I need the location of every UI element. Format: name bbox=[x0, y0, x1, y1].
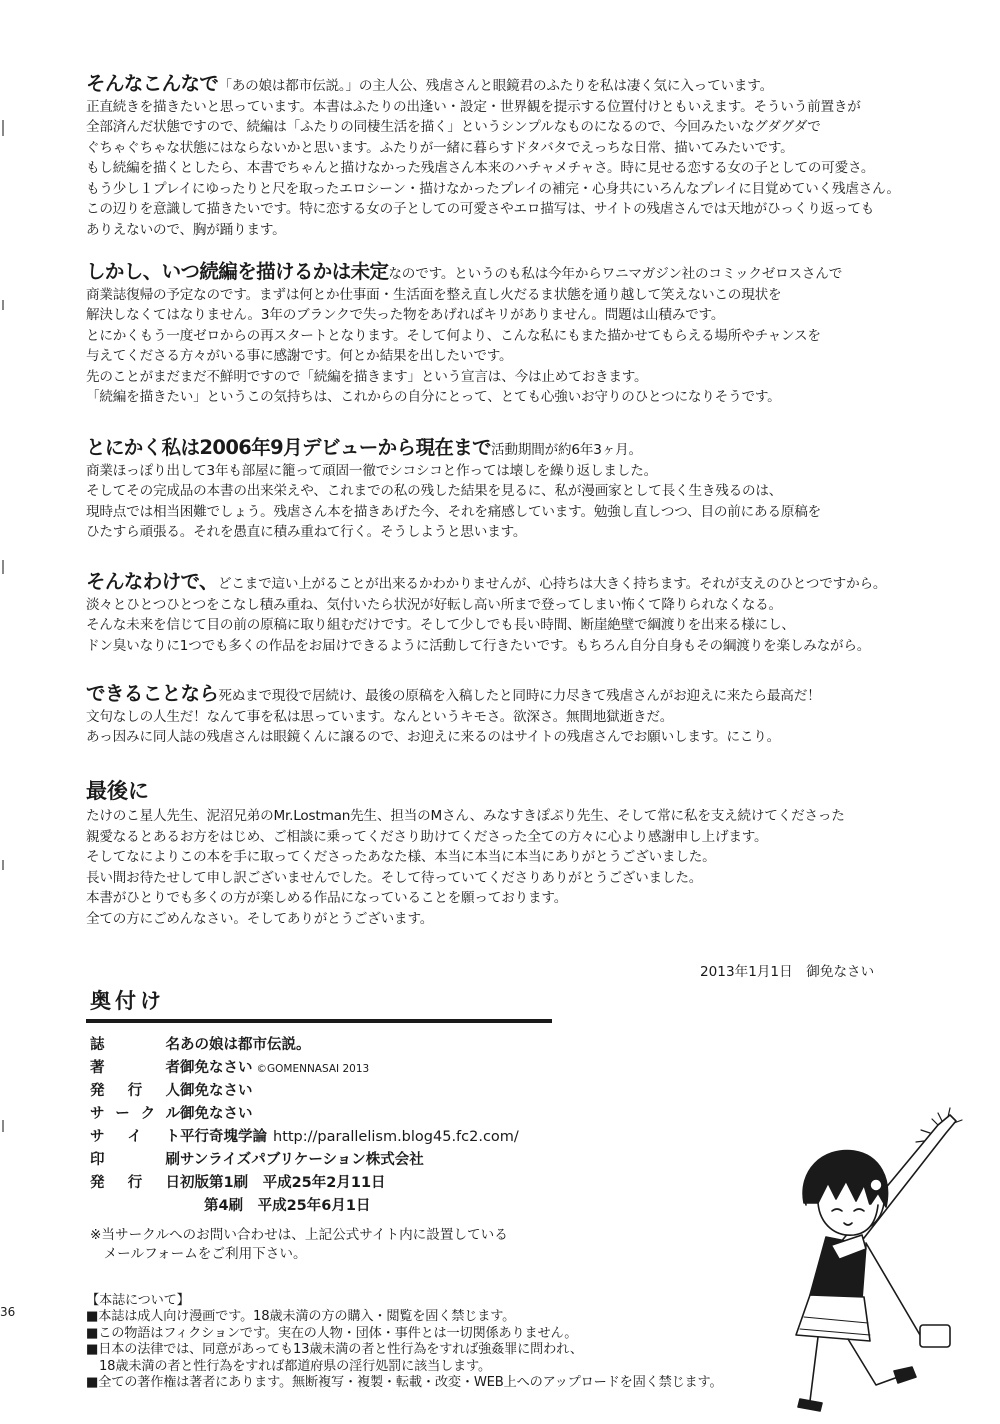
colophon-value: 平行奇塊学論 bbox=[180, 1129, 267, 1145]
colophon-value: 御免なさい bbox=[180, 1060, 253, 1076]
colophon-row bbox=[90, 1079, 253, 1102]
notice-line: ■この物語はフィクションです。実在の人物・団体・事件とは一切関係ありません。 bbox=[86, 1325, 578, 1341]
colophon-value: サンライズパブリケーション株式会社 bbox=[180, 1152, 424, 1168]
colophon-value: 初版第1刷 平成25年2月11日 bbox=[180, 1175, 386, 1191]
section-lead: そんなわけで、 bbox=[86, 570, 218, 593]
site-url: http://parallelism.blog45.fc2.com/ bbox=[273, 1129, 519, 1145]
colophon-row bbox=[90, 1148, 424, 1171]
colophon-title: 奥付け bbox=[90, 989, 165, 1013]
text-line: そしてなによりこの本を手に取ってくださったあなた様、本当に本当に本当にありがとうございました。 bbox=[86, 849, 716, 865]
text-line: とにかくもう一度ゼロからの再スタートとなります。そして何より、こんな私にもまた描かせてもらえる場所やチャンスを bbox=[86, 327, 821, 344]
colophon-label: 誌名 bbox=[90, 1037, 180, 1053]
text-line: 親愛なるとあるお方をはじめ、ご相談に乗ってくださり助けてくださった全ての方々に心より感謝申し上げます。 bbox=[86, 828, 768, 845]
colophon-label: 発行日 bbox=[90, 1175, 180, 1191]
text-line: たけのこ星人先生、泥沼兄弟のMr.Lostman先生、担当のMさん、みなすきぽぷり先生、そして常に私を支え続けてくださった bbox=[86, 808, 845, 824]
bag-strap bbox=[866, 1243, 930, 1335]
colophon-row bbox=[90, 1125, 519, 1148]
text-line: 文句なしの人生だ！なんて事を私は思っています。なんというキモさ。欲深さ。無間地獄逝きだ。 bbox=[86, 708, 674, 725]
text-line: 解決しなくてはなりません。3年のブランクで失った物をあげればキリがありません。問題は山積みです。 bbox=[86, 307, 725, 323]
colophon-row bbox=[90, 1194, 371, 1217]
text-line: ぐちゃぐちゃな状態にはならないかと思います。ふたりが一緒に暮らすドタバタでえっちな日常、描いてみたいです。 bbox=[86, 139, 794, 156]
colophon-value: あの娘は都市伝説。 bbox=[180, 1037, 311, 1053]
colophon-label: 著者 bbox=[90, 1060, 180, 1076]
afterword-section-5 bbox=[86, 684, 946, 748]
colophon-rule bbox=[86, 1019, 552, 1023]
edge-mark bbox=[2, 1120, 4, 1132]
text-line: この辺りを意識して描きたいです。特に恋する女の子としての可愛さやエロ描写は、サイトの残虐さんでは天地がひっくり返っても bbox=[86, 201, 875, 217]
edge-mark bbox=[2, 120, 4, 136]
text-line: 長い間お待たせして申し訳ございませんでした。そして待っていてくださりありがとうございました。 bbox=[86, 869, 703, 886]
afterword-section-1 bbox=[86, 74, 946, 240]
text-line: そんなこんなで「あの娘は都市伝説。」の主人公、残虐さんと眼鏡君のふたりを私は凄く気に入っています。 bbox=[86, 72, 773, 95]
colophon-row bbox=[90, 1033, 311, 1056]
section-lead: とにかく私は2006年9月デビューから現在まで bbox=[86, 436, 492, 459]
text-line: 正直続きを描きたいと思っています。本書はふたりの出逢い・設定・世界観を提示する位置付けともいえます。そういう前置きが bbox=[86, 98, 861, 115]
text-line: 本書がひとりでも多くの方が楽しめる作品になっていることを願っております。 bbox=[86, 890, 568, 906]
notice-line: ■本誌は成人向け漫画です。18歳未満の方の購入・閲覧を固く禁じます。 bbox=[86, 1309, 516, 1325]
text-line: ありえないので、胸が踊ります。 bbox=[86, 221, 286, 238]
text-line: 現時点では相当困難でしょう。残虐さん本を描きあげた今、それを痛感しています。勉強し直しつつ、目の前にある原稿を bbox=[86, 503, 822, 520]
afterword-section-6 bbox=[86, 776, 946, 929]
colophon-row bbox=[90, 1171, 386, 1194]
text-line: 全部済んだ状態ですので、続編は「ふたりの同棲生活を描く」というシンプルなものになるので、今回みたいなグダグダで bbox=[86, 119, 821, 135]
text-line: しかし、いつ続編を描けるかは未定なのです。というのも私は今年からワニマガジン社のコミックゼロスさんで bbox=[86, 260, 843, 283]
text-line: 淡々とひとつひとつをこなし積み重ね、気付いたら状況が好転し高い所まで登ってしまい怖くて降りられなくなる。 bbox=[86, 596, 782, 613]
text-line: ※当サークルへのお問い合わせは、上記公式サイト内に設置している bbox=[90, 1227, 508, 1243]
text-line: もし続編を描くとしたら、本書でちゃんと描けなかった残虐さん本来のハチャメチャさ。時に見せる恋する女の子としての可愛さ。 bbox=[86, 160, 875, 176]
notice-line: ■全ての著作権は著者にあります。無断複写・複製・転載・改変・WEB上へのアップロードを固く禁じます。 bbox=[86, 1375, 723, 1391]
text-line: そしてその完成品の本書の出来栄えや、これまでの私の残した結果を見るに、私が漫画家として長く生き残るのは、 bbox=[86, 483, 783, 499]
text-line: とにかく私は2006年9月デビューから現在まで活動期間が約6年3ヶ月。 bbox=[86, 436, 642, 459]
colophon-value: 御免なさい bbox=[180, 1083, 253, 1099]
text-line: 全ての方にごめんなさい。そしてありがとうございます。 bbox=[86, 910, 434, 927]
text-line: あっ因みに同人誌の残虐さんは眼鏡くんに譲るので、お迎えに来るのはサイトの残虐さんでお願いします。にこり。 bbox=[86, 729, 781, 745]
signature: 2013年1月1日 御免なさい bbox=[700, 964, 875, 980]
left-shoe bbox=[798, 1399, 822, 1411]
contact-note bbox=[90, 1226, 508, 1264]
text-line: そんなわけで、どこまで這い上がることが出来るかわかりませんが、心持ちは大きく持ちます。それが支えのひとつですから。 bbox=[86, 570, 887, 593]
text-line: メールフォームをご利用下さい。 bbox=[90, 1246, 307, 1262]
afterword-section-4 bbox=[86, 572, 946, 656]
text-line: 先のことがまだまだ不鮮明ですので「続編を描きます」という宣言は、今は止めておきます。 bbox=[86, 368, 648, 385]
notice-line: 18歳未満の者と性行為をすれば都道府県の淫行処罰に該当します。 bbox=[86, 1358, 491, 1374]
edge-mark bbox=[2, 560, 4, 574]
edge-mark bbox=[2, 860, 4, 870]
section-lead: 最後に bbox=[86, 779, 149, 803]
text-line: そんな未来を信じて目の前の原稿に取り組むだけです。そして少しでも長い時間、断崖絶壁で綱渡りを出来る様にし、 bbox=[86, 617, 795, 633]
colophon-label: 発行人 bbox=[90, 1083, 180, 1099]
text-line: もう少し１プレイにゆったりと尺を取ったエロシーン・描けなかったプレイの補完・心身共にいろんなプレイに目覚めていく残虐さん。 bbox=[86, 180, 900, 197]
afterword-section-2 bbox=[86, 262, 946, 408]
notice-title: 【本誌について】 bbox=[86, 1293, 190, 1308]
colophon-label: サークル bbox=[90, 1106, 180, 1122]
colophon-table bbox=[90, 1033, 519, 1217]
text-line: 与えてくださる方々がいる事に感謝です。何とか結果を出したいです。 bbox=[86, 348, 513, 364]
legs bbox=[810, 1337, 898, 1401]
colophon-label: 印刷 bbox=[90, 1152, 180, 1168]
notice-block bbox=[86, 1293, 722, 1391]
text-line: ドン臭いなりに1つでも多くの作品をお届けできるように活動して行きたいです。もちろん自分自身もその綱渡りを楽しみながら。 bbox=[86, 637, 871, 654]
section-lead: できることなら bbox=[86, 682, 219, 705]
text-line: ひたすら頑張る。それを愚直に積み重ねて行く。そうしようと思います。 bbox=[86, 524, 527, 540]
text-line: できることなら死ぬまで現役で居続け、最後の原稿を入稿したと同時に力尽きて残虐さんがお迎えに来たら最高だ！ bbox=[86, 682, 821, 705]
colophon-row bbox=[90, 1056, 370, 1079]
page-number: 36 bbox=[0, 1305, 16, 1319]
afterword-section-3 bbox=[86, 438, 946, 543]
colophon-value: 御免なさい bbox=[180, 1106, 253, 1122]
section-lead: そんなこんなで bbox=[86, 72, 219, 95]
text-line: 商業誌復帰の予定なのです。まずは何とか仕事面・生活面を整え直し火だるま状態を通り越して笑えないこの現状を bbox=[86, 286, 782, 303]
bag bbox=[920, 1325, 950, 1347]
hair-flower bbox=[870, 1179, 882, 1191]
colophon-row bbox=[90, 1102, 253, 1125]
notice-line: ■日本の法律では、同意があっても13歳未満の者と性行為をすれば強姦罪に問われ、 bbox=[86, 1342, 583, 1358]
section-lead: しかし、いつ続編を描けるかは未定 bbox=[86, 260, 389, 283]
colophon-label: サイト bbox=[90, 1129, 180, 1145]
colophon-value: 第4刷 平成25年6月1日 bbox=[204, 1198, 371, 1214]
right-shoe bbox=[894, 1367, 916, 1383]
edge-mark bbox=[2, 300, 4, 310]
girl-with-bat-illustration bbox=[770, 1085, 998, 1415]
copyright-notice: ©GOMENNASAI 2013 bbox=[256, 1063, 370, 1075]
text-line: 「続編を描きたい」というこの気持ちは、これからの自分にとって、とても心強いお守りのひとつになりそうです。 bbox=[86, 389, 781, 405]
text-line: 商業ほっぽり出して3年も部屋に籠って頑固一徹でシコシコと作っては壊しを繰り返しました。 bbox=[86, 462, 657, 479]
